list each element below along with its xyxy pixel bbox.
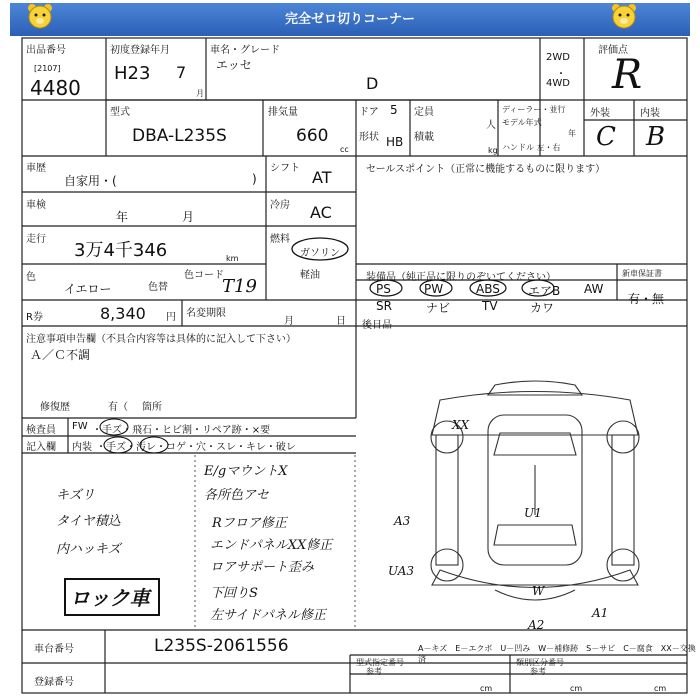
spec-ref-label: 参考 <box>366 667 382 676</box>
model-year-label: モデル年式 <box>502 118 542 127</box>
equip-abs: ABS <box>476 282 500 296</box>
exterior-score: C <box>596 122 616 152</box>
grade: D <box>366 74 379 93</box>
check-circle-marks <box>92 418 172 454</box>
exterior-label: 外装 <box>590 108 610 119</box>
handwritten-note: ロアサポート歪み <box>210 560 315 575</box>
mileage-value: 3万4千346 <box>74 240 168 261</box>
handwritten-note: キズリ <box>56 488 95 503</box>
check-row-windshield: ・手ズ・飛石・ヒビ割・リペア跡・×要 <box>92 425 271 436</box>
handwritten-note: エンドパネルXX修正 <box>210 538 333 553</box>
reg-era: H23 <box>114 63 151 84</box>
damage-legend: A－キズ E－エクボ U－凹み W－補修跡 S－サビ C－腐食 XX－交換済 <box>418 644 696 664</box>
name-change-label: 名変期限 <box>186 308 226 319</box>
drive-2wd: 2WD <box>546 52 570 63</box>
entry-label: 記入欄 <box>26 442 56 453</box>
chassis-label: 車台番号 <box>34 644 74 655</box>
equip-navi: ナビ <box>426 301 451 315</box>
color-label: 色 <box>26 272 36 283</box>
lot-number-label: 出品番号 <box>26 45 66 56</box>
handwritten-note: Rフロア修正 <box>212 516 287 531</box>
chassis-number: L235S-2061556 <box>154 636 289 656</box>
inspection-month: 月 <box>182 210 195 224</box>
note-divider-dots <box>192 455 198 627</box>
ac-value: AC <box>310 203 332 222</box>
shift-value: AT <box>312 168 332 187</box>
header-title: 完全ゼロ切りコーナー <box>284 12 415 27</box>
class-number-label: 類別区分番号 <box>516 658 564 667</box>
ac-label: 冷房 <box>270 200 290 211</box>
color-change-label: 色替 <box>148 282 168 293</box>
repair-history-count: 箇所 <box>142 402 162 413</box>
shape-label: 形状 <box>359 132 379 143</box>
fuel-circle-mark <box>288 236 352 262</box>
reg-month: 7 <box>176 63 187 82</box>
name-change-month: 月 <box>284 316 294 327</box>
notes-text: Ａ／Ｃ不調 <box>30 348 91 362</box>
equip-pw: PW <box>424 282 444 296</box>
note-divider-dots <box>352 455 358 627</box>
equip-tv: TV <box>482 299 498 313</box>
class-ref-label: 参考 <box>530 667 546 676</box>
fuel-gasoline: ガソリン <box>300 248 340 259</box>
interior-label: 内装 <box>640 108 660 119</box>
drive-dot: ・ <box>556 69 566 80</box>
displacement: 660 <box>296 126 329 146</box>
repair-history-label: 修復歴 <box>40 402 70 413</box>
diagram-mark: UA3 <box>388 564 415 578</box>
cm-unit: cm <box>480 684 493 693</box>
mileage-label: 走行 <box>26 234 46 245</box>
inspection-label: 車検 <box>26 200 46 211</box>
diagram-mark: A3 <box>394 514 411 528</box>
equip-sr: SR <box>376 299 392 313</box>
history-label: 車歴 <box>26 163 46 174</box>
displacement-unit: cc <box>340 145 349 154</box>
handwritten-note: 内ハッキズ <box>56 542 121 557</box>
drive-4wd: 4WD <box>546 78 570 89</box>
handle-label: ハンドル 左・右 <box>502 143 561 152</box>
handwritten-note: 各所色アセ <box>204 488 269 503</box>
model-label: 型式 <box>110 107 130 118</box>
score-label: 評価点 <box>598 45 628 56</box>
recycle-fee: 8,340 <box>100 304 146 323</box>
equip-airbag: エアB <box>528 284 561 298</box>
check-fw: FW <box>72 421 88 432</box>
repair-history-value: 有（ <box>108 402 128 413</box>
handwritten-note: E/gマウントX <box>204 464 288 479</box>
fuel-label: 燃料 <box>270 234 290 245</box>
handwritten-note: 下回りS <box>210 586 258 601</box>
color-value: イエロー <box>64 282 112 296</box>
notes-label: 注意事項申告欄（不具合内容等は具体的に記入して下さい） <box>26 334 296 345</box>
load-unit: kg <box>488 146 498 155</box>
car-name: エッセ <box>216 58 252 72</box>
spec-number-label: 型式指定番号 <box>356 658 404 667</box>
diagram-mark: U1 <box>524 506 542 520</box>
diagram-mark: A2 <box>528 618 545 632</box>
equip-circle-marks <box>366 278 566 298</box>
doors-label: ドア <box>359 107 379 118</box>
model-code: DBA-L235S <box>132 126 227 146</box>
equip-ps: PS <box>376 282 391 296</box>
after-items-label: 後日品 <box>362 320 392 331</box>
capacity-label: 定員 <box>414 107 434 118</box>
cm-unit: cm <box>570 684 583 693</box>
check-row-interior: ・手ズ・汚レ・コゲ・穴・スレ・キレ・破レ <box>96 442 296 453</box>
plate-label: 登録番号 <box>34 677 74 688</box>
reg-date-label: 初度登録年月 <box>110 45 170 56</box>
inspection-year: 年 <box>116 210 129 224</box>
car-name-label: 車名・グレード <box>210 45 280 56</box>
capacity-unit: 人 <box>486 120 496 131</box>
handwritten-note: タイヤ積込 <box>56 514 121 529</box>
diagram-mark: W <box>532 584 545 598</box>
lot-code: [2107] <box>34 64 61 73</box>
shift-label: シフト <box>270 163 300 174</box>
diagram-mark: XX <box>452 418 470 432</box>
load-label: 積載 <box>414 132 434 143</box>
handwritten-note: 左サイドパネル修正 <box>210 608 326 623</box>
name-change-day: 日 <box>336 316 346 327</box>
lock-stamp: ロック車 <box>70 586 150 610</box>
year-unit: 年 <box>568 129 576 138</box>
cm-unit: cm <box>654 684 667 693</box>
check-interior: 内装 <box>72 442 92 453</box>
warranty-label: 新車保証書 <box>622 269 662 278</box>
diagram-mark: A1 <box>592 606 609 620</box>
mileage-unit: km <box>226 254 239 263</box>
equip-aw: AW <box>584 282 604 296</box>
score-value: R <box>612 52 643 98</box>
displacement-label: 排気量 <box>268 107 298 118</box>
warranty-value: 有・無 <box>628 292 665 306</box>
reg-month-unit: 月 <box>196 89 204 98</box>
fuel-diesel: 軽油 <box>300 270 320 281</box>
inspector-label: 検査員 <box>26 425 56 436</box>
history-close: ) <box>252 172 257 186</box>
dealer-label: ディーラー・並行 <box>502 105 566 114</box>
doors: 5 <box>390 103 398 117</box>
equipment-label: 装備品（純正品に限りのぞいてください） <box>366 272 556 283</box>
yen-unit: 円 <box>166 312 176 323</box>
color-code-label: 色コード <box>184 270 224 281</box>
shape: HB <box>386 135 404 149</box>
sales-point-label: セールスポイント（正常に機能するものに限ります） <box>366 164 606 175</box>
interior-score: B <box>646 122 666 152</box>
lot-number: 4480 <box>30 76 81 100</box>
recycle-fee-label: R券 <box>26 312 43 323</box>
history-value: 自家用・( <box>64 174 117 188</box>
equip-leather: カワ <box>530 301 555 315</box>
color-code: T19 <box>222 276 257 297</box>
